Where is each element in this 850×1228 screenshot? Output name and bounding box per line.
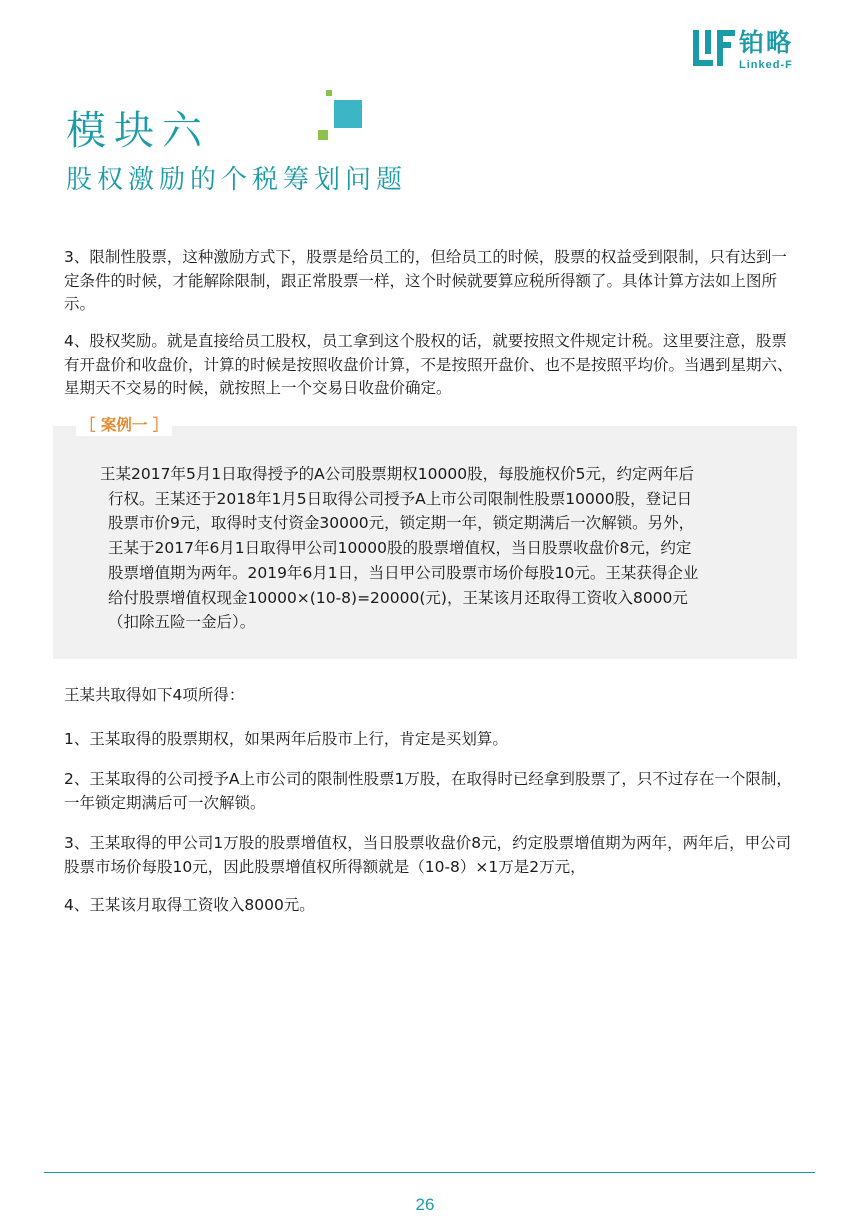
case-line: 王某于2017年6月1日取得甲公司10000股的股票增值权，当日股票收盘价8元，约定 (108, 539, 692, 558)
footer-divider (44, 1172, 815, 1173)
income-item-4: 4、王某该月取得工资收入8000元。 (64, 896, 315, 914)
paragraph-restricted-stock: 3、限制性股票，这种激励方式下，股票是给员工的，但给员工的时候，股票的权益受到限制，只有达到一定条件的时候，才能解除限制，跟正常股票一样，这个时候就要算应税所得额了。具体计算方法如上图所示。 (64, 248, 787, 313)
income-item-1: 1、王某取得的股票期权，如果两年后股市上行，肯定是买划算。 (64, 730, 508, 748)
module-subtitle: 股权激励的个税筹划问题 (66, 165, 408, 195)
paragraph-equity-award: 4、股权奖励。就是直接给员工股权，员工拿到这个股权的话，就要按照文件规定计税。这里要注意，股票有开盘价和收盘价，计算的时候是按照收盘价计算，不是按照开盘价、也不是按照平均价。当遇到星期六、星期天不交易的时候，就按照上一个交易日收盘价确定。 (64, 332, 793, 397)
linked-f-logo-icon (693, 30, 735, 70)
case-line: 王某2017年5月1日取得授予的A公司股票期权10000股，每股施权价5元，约定两年后 (100, 465, 694, 483)
brand-logo (693, 28, 813, 74)
case-label: ［ 案例一 ］ (76, 414, 172, 436)
decorative-squares-icon (318, 90, 366, 146)
case-line: 行权。王某还于2018年1月5日取得公司授予A上市公司限制性股票10000股，登记日 (108, 489, 693, 508)
case-line: 股票市价9元，取得时支付资金30000元，锁定期一年，锁定期满后一次解锁。另外， (108, 514, 695, 533)
income-intro: 王某共取得如下4项所得： (64, 686, 245, 704)
page-number: 26 (415, 1195, 435, 1214)
module-title: 模块六 (66, 108, 210, 154)
brand-name-cn: 铂略 (739, 28, 794, 57)
case-line: （扣除五险一金后）。 (108, 613, 256, 632)
income-item-3: 3、王某取得的甲公司1万股的股票增值权，当日股票收盘价8元，约定股票增值期为两年，两年后，甲公司股票市场价每股10元，因此股票增值权所得额就是（10-8）×1万是2万元， (64, 834, 792, 876)
brand-name-en: Linked-F (739, 59, 793, 71)
case-text (100, 462, 770, 635)
income-item-2: 2、王某取得的公司授予A上市公司的限制性股票1万股，在取得时已经拿到股票了，只不过存在一个限制，一年锁定期满后可一次解锁。 (64, 770, 792, 812)
case-line: 给付股票增值权现金10000×(10-8)=20000(元)，王某该月还取得工资收入8000元 (108, 588, 688, 607)
case-line: 股票增值期为两年。2019年6月1日，当日甲公司股票市场价每股10元。王某获得企业 (108, 563, 699, 582)
